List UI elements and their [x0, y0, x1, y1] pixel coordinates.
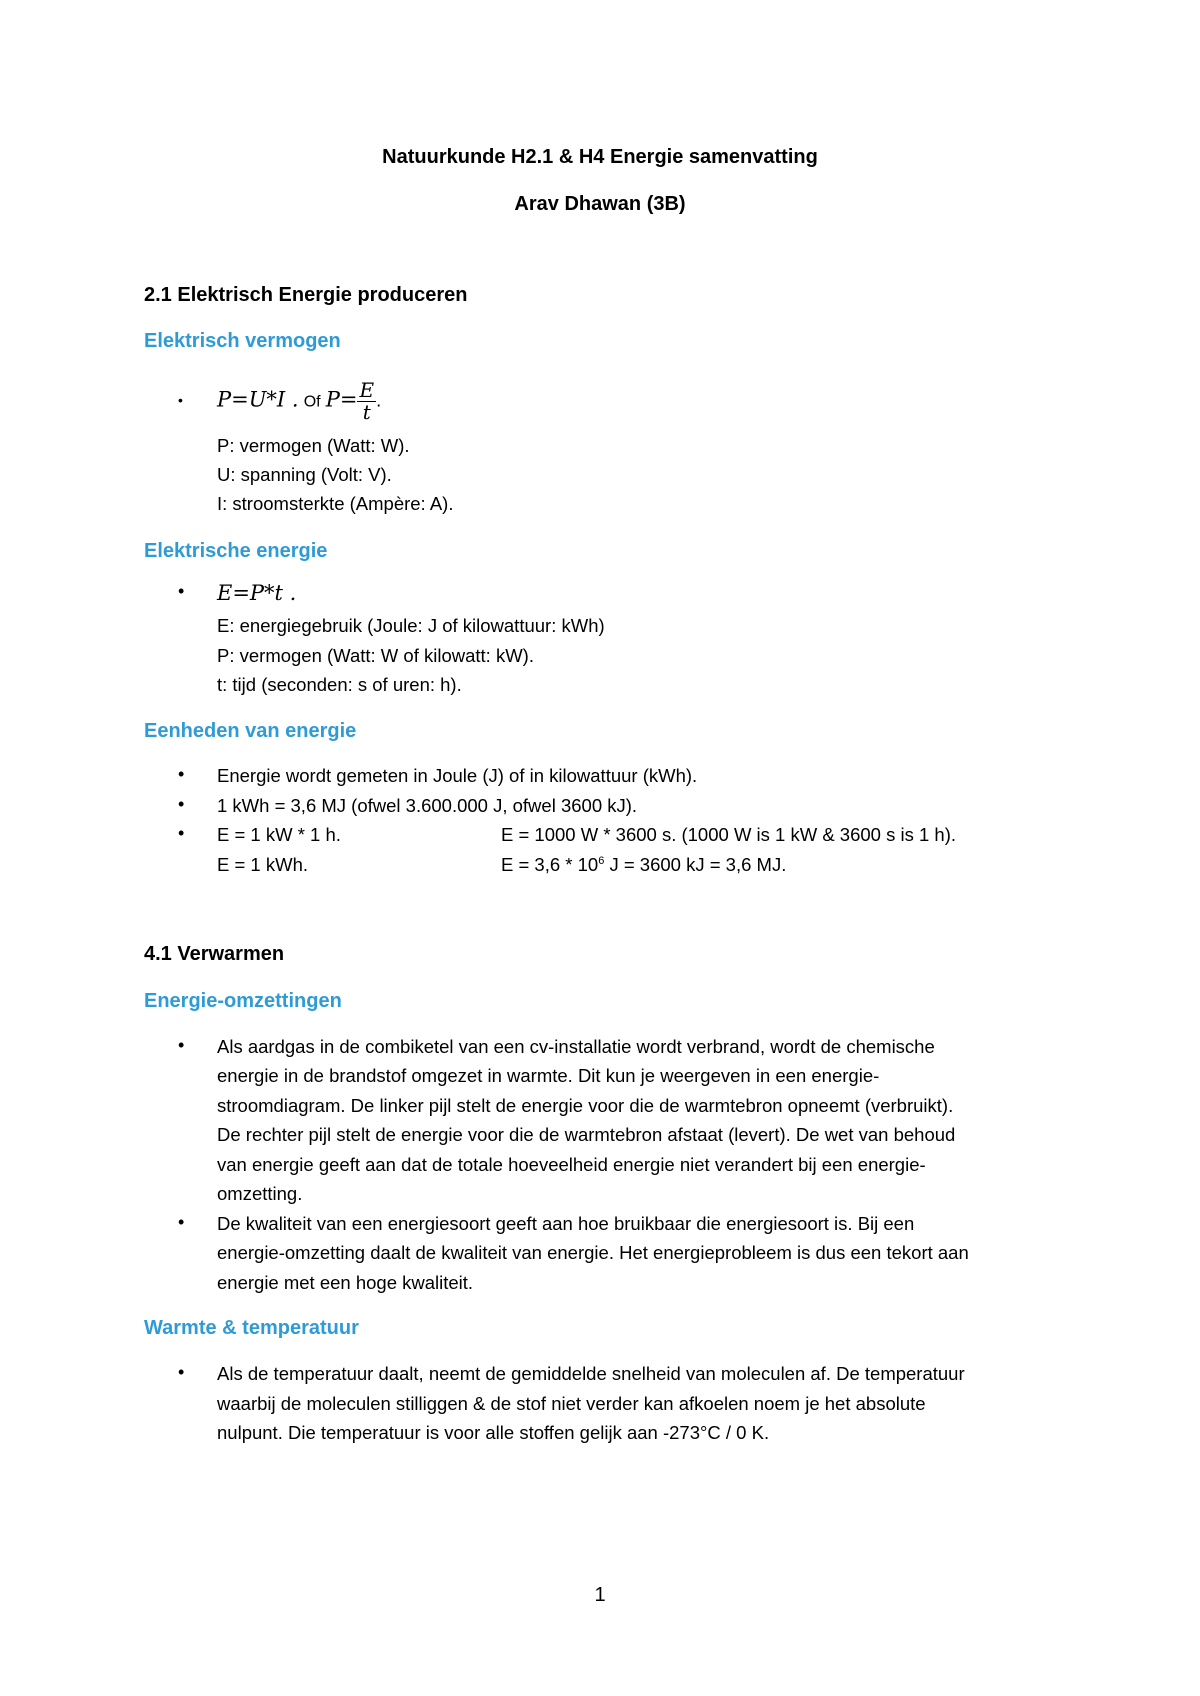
- bullet-icon: •: [178, 392, 183, 408]
- subheading-eenheden: Eenheden van energie: [144, 720, 357, 742]
- bullet-icon: •: [178, 1212, 185, 1232]
- paragraph-line: nulpunt. Die temperatuur is voor alle stoffen gelijk aan -273°C / 0 K.: [217, 1422, 770, 1443]
- bullet-icon: •: [178, 1362, 185, 1382]
- document-author: Arav Dhawan (3B): [514, 193, 686, 215]
- definition-line: t: tijd (seconden: s of uren: h).: [217, 674, 462, 695]
- paragraph-line: omzetting.: [217, 1183, 303, 1204]
- paragraph-line: Als aardgas in de combiketel van een cv-installatie wordt verbrand, wordt de chemische: [217, 1036, 935, 1057]
- definition-line: P: vermogen (Watt: W of kilowatt: kW).: [217, 645, 534, 666]
- bullet-icon: •: [178, 764, 185, 784]
- document-title: Natuurkunde H2.1 & H4 Energie samenvatting: [382, 146, 818, 168]
- definition-line: E: energiegebruik (Joule: J of kilowattuur: kWh): [217, 615, 605, 636]
- formula-of-label: Of: [303, 393, 321, 411]
- paragraph-line: van energie geeft aan dat de totale hoeveelheid energie niet verandert bij een energie-: [217, 1154, 926, 1175]
- list-item: Energie wordt gemeten in Joule (J) of in kilowattuur (kWh).: [217, 765, 698, 786]
- equation-part: E = 3,6 * 10: [501, 854, 599, 875]
- equation-part: J = 3600 kJ = 3,6 MJ.: [604, 854, 787, 875]
- formula-energy: E=P*t .: [217, 581, 297, 605]
- subheading-elektrisch-vermogen: Elektrisch vermogen: [144, 330, 341, 352]
- section-heading-4-1: 4.1 Verwarmen: [144, 943, 285, 965]
- subheading-warmte-temperatuur: Warmte & temperatuur: [144, 1317, 359, 1339]
- page-number: 1: [594, 1584, 606, 1606]
- fraction-numerator: E: [359, 378, 375, 402]
- formula-end: .: [376, 389, 382, 411]
- definition-line: P: vermogen (Watt: W).: [217, 435, 410, 456]
- paragraph-line: stroomdiagram. De linker pijl stelt de energie voor die de warmtebron opneemt (verbruikt).: [217, 1095, 954, 1116]
- list-item: 1 kWh = 3,6 MJ (ofwel 3.600.000 J, ofwel 3600 kJ).: [217, 795, 638, 816]
- bullet-icon: •: [178, 1035, 185, 1055]
- paragraph-line: energie-omzetting daalt de kwaliteit van energie. Het energieprobleem is dus een tekort aan: [217, 1242, 969, 1263]
- definition-line: U: spanning (Volt: V).: [217, 464, 392, 485]
- equation-right: E = 1000 W * 3600 s. (1000 W is 1 kW & 3600 s is 1 h).: [501, 824, 957, 845]
- paragraph-line: De rechter pijl stelt de energie voor die de warmtebron afstaat (levert). De wet van behoud: [217, 1124, 956, 1145]
- bullet-icon: •: [178, 823, 185, 843]
- paragraph-line: energie in de brandstof omgezet in warmte. Dit kun je weergeven in een energie-: [217, 1065, 880, 1086]
- subheading-elektrische-energie: Elektrische energie: [144, 540, 328, 562]
- section-heading-2-1: 2.1 Elektrisch Energie produceren: [144, 284, 468, 306]
- formula-power: [217, 380, 381, 423]
- equation-left: E = 1 kWh.: [217, 854, 308, 875]
- formula-fraction: [357, 380, 376, 423]
- formula-power-main: P=U*I .: [217, 387, 299, 412]
- paragraph-line: De kwaliteit van een energiesoort geeft aan hoe bruikbaar die energiesoort is. Bij een: [217, 1213, 915, 1234]
- fraction-denominator: t: [362, 400, 371, 424]
- paragraph-line: Als de temperatuur daalt, neemt de gemiddelde snelheid van moleculen af. De temperatuur: [217, 1363, 965, 1384]
- bullet-icon: •: [178, 794, 185, 814]
- definition-line: I: stroomsterkte (Ampère: A).: [217, 493, 454, 514]
- equation-right: [501, 856, 786, 875]
- paragraph-line: waarbij de moleculen stilliggen & de stof niet verder kan afkoelen noem je het absolute: [217, 1393, 926, 1414]
- formula-power-lhs: P=: [325, 387, 358, 412]
- equation-left: E = 1 kW * 1 h.: [217, 824, 341, 845]
- paragraph-line: energie met een hoge kwaliteit.: [217, 1272, 474, 1293]
- subheading-energie-omzettingen: Energie-omzettingen: [144, 990, 342, 1012]
- exponent: 6: [598, 855, 605, 867]
- bullet-icon: •: [178, 581, 185, 601]
